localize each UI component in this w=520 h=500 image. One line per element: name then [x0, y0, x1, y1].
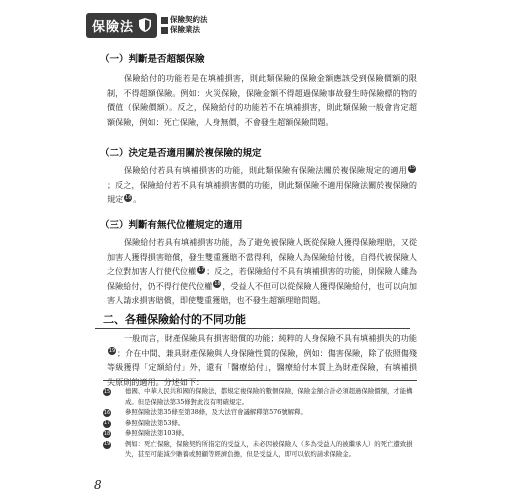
section-paragraph-2: 保險給付若具有填補損害的功能，則此類保險有保險法關於複保險規定的適用 $^{15}$；反之，保險給付若不具有填補損害價的功能，則此類保險不適用保險法關於複保險的規定 $^{16}$ 。 [107, 165, 417, 205]
footnote-text: 例如：死亡保險，保險契約所指定的受益人，未必因被保險人（多為受益人的被繼承人）的死亡遭致損失，甚至可能減少贍養或照顧等經濟負擔，但是受益人，即可以依約請求保險金。 [125, 439, 413, 458]
section-heading-2: （二）決定是否適用關於複保險的規定 [100, 148, 262, 159]
header-sub-business: 保險業法 [161, 25, 208, 35]
page-header [86, 12, 208, 38]
section-heading-4: 二、各種保險給付的不同功能 [103, 313, 246, 326]
header-sub-contract: 保險契約法 [161, 15, 208, 25]
footnote-text: 參照保險法第103條。 [125, 429, 189, 437]
footnote-number-badge: 15 [103, 388, 111, 395]
footnote-marker: 15 [408, 165, 416, 172]
footnote-item [103, 407, 417, 418]
section-paragraph-3: 保險給付若具有填補損害功能，為了避免被保險人既從保險人獲得保險理賠，又從加害人獲得損害賠償，發生雙重獲賠不當得利，保險人為保險給付後，自得代被保險人之位對加害人行使代位權 $^{17}$ ；反之，若保險給付不具有填補損害的功能，則保險人雖為保險給付，仍不得行使代位權 $^{18}$ ，受益人不但可以從保險人獲得保險給付，也可以向加害人請求損害賠償，即使雙重獲賠，也不發生超額理賠問題。 [107, 237, 417, 306]
section-paragraph-4: 一般而言，財產保險具有損害賠償的功能；純粹的人身保險不具有填補損失的功能$^{19}$ ；介在中間、兼具財產保險與人身保險性質的保險，例如：傷害保險，除了依照傷殘等級獲得「定額給付」外，還有「醫療給付」，醫療給付本質上為財產保險，有填補損失原則的適用。分述如下： [107, 333, 417, 387]
footnote-number-badge: 19 [103, 441, 111, 448]
square-bullet-icon [161, 27, 168, 34]
section-paragraph-1: 保險給付的功能若是在填補損害，則此類保險的保險金額應該受到保險價額的限制，不得超額保險。例如：火災保險，保險金額不得超過保險事故發生時保險標的物的價值（保險價額）。反之，保險給付的功能若不在填補損害，則此類保險一般會肯定超額保險，例如：死亡保險，人身無價，不會發生超額保險問題。 [107, 73, 417, 127]
header-subtitles [161, 15, 208, 35]
footnotes [103, 380, 417, 460]
footnote-item [103, 386, 417, 407]
footnote-item [103, 418, 417, 429]
section-heading-1: （一）判斷是否超額保險 [100, 54, 205, 65]
footnote-number-badge: 18 [103, 430, 111, 437]
shield-icon [139, 18, 151, 32]
footnote-item [103, 439, 417, 460]
footnote-marker: 18 [214, 281, 221, 288]
footnote-marker: 19 [108, 347, 116, 354]
heading-underline [95, 328, 410, 329]
square-bullet-icon [161, 17, 168, 24]
footnote-text: 德國、中華人民共和國的保險法，都規定複保險的數個保險，保險金額合計必須超過保險價額，才能構成。但是保險法第35條對此沒有明確規定。 [125, 387, 413, 406]
page-number: 8 [94, 478, 102, 492]
footnote-text: 參照保險法第35條至第38條，及大法官會議解釋第576號解釋。 [125, 408, 307, 416]
section-heading-3: （三）判斷有無代位權規定的適用 [100, 220, 243, 231]
footnote-marker: 16 [125, 194, 132, 201]
footnote-text: 參照保險法第53條。 [125, 418, 185, 427]
logo-text: 保險法 [92, 19, 135, 35]
footnote-marker: 17 [198, 266, 205, 273]
footnote-item [103, 428, 417, 439]
footnote-number-badge: 16 [103, 409, 111, 416]
logo [86, 13, 157, 38]
footnote-number-badge: 17 [103, 420, 111, 427]
